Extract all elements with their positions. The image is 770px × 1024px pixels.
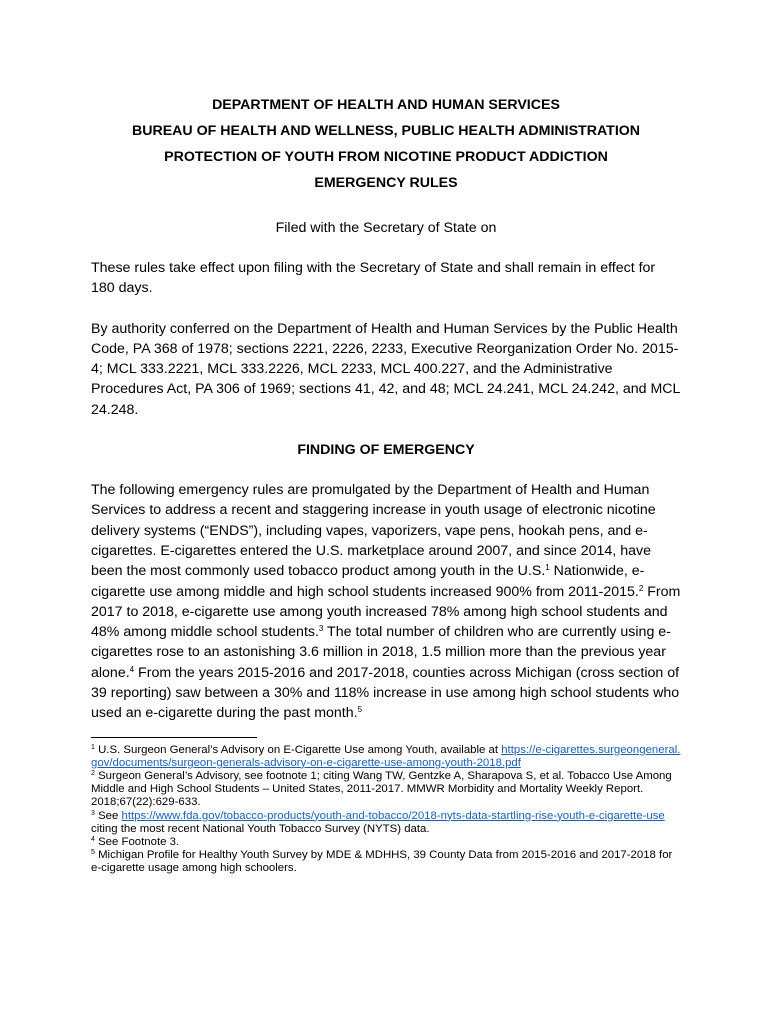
footnote-ref-4[interactable]: 4: [129, 664, 135, 674]
footnotes: [91, 744, 681, 876]
footnote-2-number: 2: [91, 770, 95, 778]
effect-paragraph: These rules take effect upon filing with the Secretary of State and shall remain in effect for 180 days.: [91, 260, 656, 297]
finding-text-3: From 2017 to 2018, e-cigarette use among youth increased 78% among high school students and 48% among middle school students.: [91, 583, 681, 641]
authority-paragraph: By authority conferred on the Department of Health and Human Services by the Public Health Code, PA 368 of 1978; sections 2221, 2226, 2233, Executive Reorganization Order No. 2015-4; MCL 333.2221, MCL 333.2226, MCL 2233, MCL 400.227, and the Administrative Procedures Act, PA 306 of 1969; sections 41, 42, and 48; MCL 24.241, MCL 24.242, and MCL 24.248.: [91, 320, 680, 418]
footnote-3-link[interactable]: https://www.fda.gov/tobacco-products/youth-and-tobacco/2018-nyts-data-startling-rise-youth-e-cigarette-use: [121, 809, 665, 822]
finding-text-4: The total number of children who are currently using e-cigarettes rose to an astonishing 3.6 million in 2018, 1.5 million more than the previous year alone.: [91, 624, 671, 681]
emergency-rules-heading: EMERGENCY RULES: [314, 175, 458, 191]
footnote-ref-3[interactable]: 3: [318, 624, 324, 634]
rule-title-heading: PROTECTION OF YOUTH FROM NICOTINE PRODUCT ADDICTION: [164, 149, 608, 165]
footnote-4-text: See Footnote 3.: [94, 836, 180, 849]
footnote-4-number: 4: [91, 836, 95, 844]
document-page: [91, 92, 681, 876]
footnote-ref-1[interactable]: 1: [545, 563, 550, 573]
finding-text-1: The following emergency rules are promulgated by the Department of Health and Human Services to address a recent and staggering increase in youth usage of electronic nicotine delivery systems (“ENDS”), including vapes, vaporizers, vape pens, hookah pens, and e-cigarettes. E-cigarettes entered the U.S. marketplace around 2007, and since 2014, have been the most commonly used tobacco product among youth in the U.S.: [91, 482, 656, 580]
footnote-3-post: citing the most recent National Youth Tobacco Survey (NYTS) data.: [91, 822, 430, 835]
footnote-5-text: Michigan Profile for Healthy Youth Survey by MDE & MDHHS, 39 County Data from 2015-2016 and 2017-2018 for e-cigarette usage among high schoolers.: [91, 849, 673, 875]
department-heading: DEPARTMENT OF HEALTH AND HUMAN SERVICES: [212, 97, 560, 113]
footnote-1-link[interactable]: https://e-cigarettes.surgeongeneral.gov/documents/surgeon-generals-advisory-on-e-cigarette-use-among-youth-2018.pdf: [91, 743, 681, 769]
finding-paragraph: [91, 480, 681, 724]
footnote-4: [91, 836, 681, 849]
footnote-1-text: U.S. Surgeon General’s Advisory on E-Cigarette Use among Youth, available at: [94, 743, 502, 756]
footnote-1: [91, 744, 681, 770]
footnote-divider: [91, 737, 257, 738]
finding-of-emergency-title: FINDING OF EMERGENCY: [297, 442, 475, 459]
footnote-3-pre: See: [94, 809, 122, 822]
finding-text-5: From the years 2015-2016 and 2017-2018, counties across Michigan (cross section of 39 reporting) saw between a 30% and 118% increase in use among high school students who used an e-cigarette during the past month.: [91, 664, 680, 722]
bureau-heading: BUREAU OF HEALTH AND WELLNESS, PUBLIC HEALTH ADMINISTRATION: [131, 123, 641, 139]
footnote-2-text: Surgeon General’s Advisory, see footnote 1; citing Wang TW, Gentzke A, Sharapova S, et al. Tobacco Use Among Middle and High School Students – United States, 2011-2017. MMWR Morbidity and Mortality Weekly Report. 2018;67(22):629-633.: [91, 770, 672, 809]
footnote-5-number: 5: [91, 849, 95, 857]
finding-text-2: Nationwide, e-cigarette use among middle and high school students increased 900% from 2011-2015.: [91, 563, 645, 600]
footnote-5: [91, 849, 681, 875]
footnote-3: [91, 810, 681, 836]
footnote-ref-5[interactable]: 5: [357, 705, 363, 715]
footnote-2: [91, 770, 681, 810]
filed-line: Filed with the Secretary of State on: [275, 220, 497, 236]
footnote-ref-2[interactable]: 2: [638, 583, 644, 593]
footnote-1-number: 1: [91, 743, 95, 751]
footnote-3-number: 3: [91, 809, 95, 817]
